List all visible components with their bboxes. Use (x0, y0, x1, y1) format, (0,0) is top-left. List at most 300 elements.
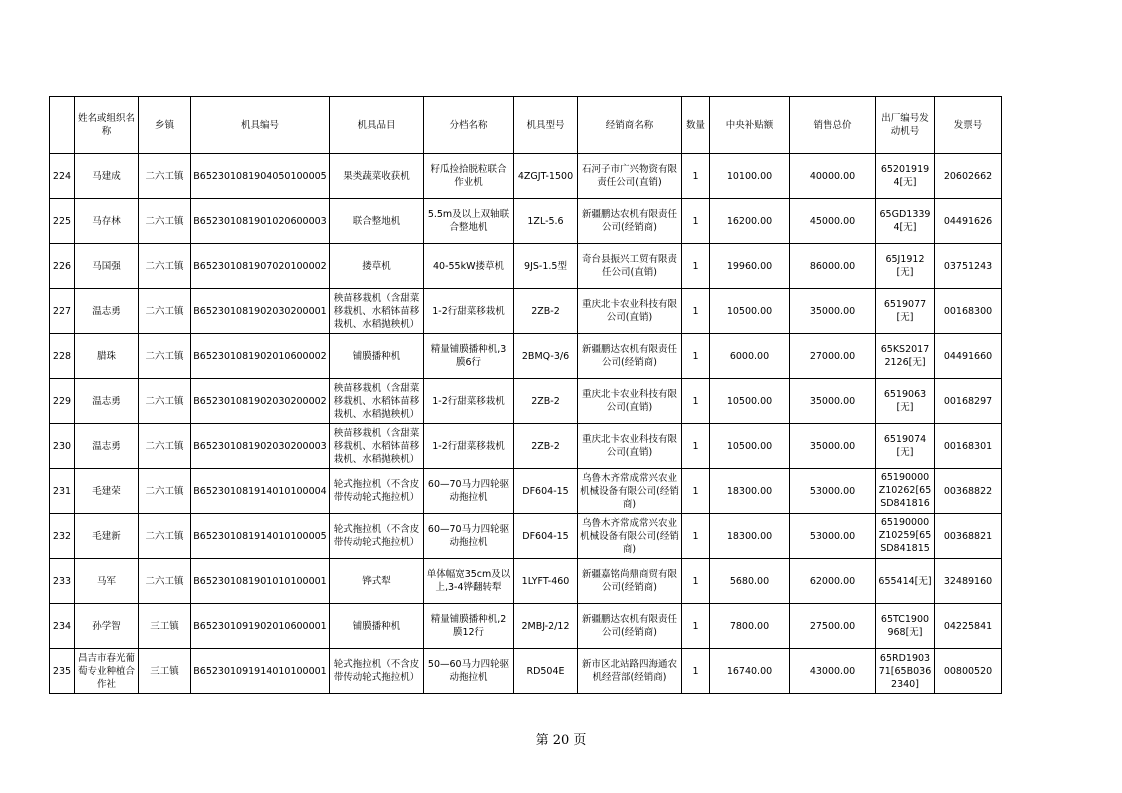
cell-text: 00800520 (943, 665, 993, 677)
cell-text: 1 (692, 305, 699, 317)
page-number: 第 20 页 (535, 733, 587, 748)
cell-text: 籽瓜捡拾脱粒联合作业机 (430, 164, 507, 188)
cell-text: 10500.00 (726, 440, 773, 452)
table-cell (710, 424, 790, 469)
cell-text: 16200.00 (726, 215, 773, 227)
cell-text: 04491660 (943, 350, 993, 362)
cell-text: 马存林 (92, 215, 121, 227)
cell-text: 60—70马力四轮驱动拖拉机 (427, 524, 510, 548)
table-cell (790, 469, 876, 514)
table-cell (790, 244, 876, 289)
cell-text: 1-2行甜菜移栽机 (432, 305, 505, 317)
table-cell (710, 514, 790, 559)
table-cell (191, 199, 330, 244)
table-cell (935, 154, 1002, 199)
column-header: 分档名称 (424, 97, 514, 154)
table-cell (935, 424, 1002, 469)
table-cell (139, 334, 191, 379)
table-cell (790, 559, 876, 604)
cell-text: 铺膜播种机 (352, 620, 401, 632)
table-cell (876, 649, 935, 694)
table-cell (50, 199, 75, 244)
cell-text: 231 (52, 485, 72, 497)
table-cell (50, 469, 75, 514)
cell-text: B652301081902030200003 (193, 440, 327, 452)
cell-text: 5.5m及以上双轴联合整地机 (427, 209, 510, 233)
table-row (50, 424, 1002, 469)
table-cell (424, 424, 514, 469)
cell-text: 昌吉市春光葡萄专业种植合作社 (77, 652, 135, 690)
column-header: 机具品目 (330, 97, 424, 154)
table-cell (790, 154, 876, 199)
table-cell (191, 154, 330, 199)
table-cell (424, 289, 514, 334)
table-cell (514, 559, 578, 604)
table-cell (710, 559, 790, 604)
table-cell (578, 379, 682, 424)
cell-text: 1 (692, 170, 699, 182)
cell-text: DF604-15 (522, 530, 569, 542)
table-cell (578, 649, 682, 694)
table-cell (330, 559, 424, 604)
table-cell (191, 649, 330, 694)
cell-text: 石河子市广兴物资有限责任公司(直销) (581, 164, 677, 188)
table-cell (424, 469, 514, 514)
table-cell (75, 199, 139, 244)
table-cell (876, 559, 935, 604)
table-cell (682, 244, 710, 289)
table-cell (75, 649, 139, 694)
cell-text: 6519063[无] (883, 389, 927, 413)
cell-text: 1 (692, 440, 699, 452)
table-cell (424, 244, 514, 289)
cell-text: 毛建新 (92, 530, 121, 542)
cell-text: 65TC1900968[无] (880, 614, 930, 638)
table-cell (790, 424, 876, 469)
column-header: 机具编号 (191, 97, 330, 154)
table-cell (139, 514, 191, 559)
table-cell (935, 244, 1002, 289)
column-header: 销售总价 (790, 97, 876, 154)
cell-text: 234 (52, 620, 72, 632)
cell-text: B652301081907020100002 (193, 260, 327, 272)
table-cell (424, 514, 514, 559)
table-cell (935, 334, 1002, 379)
cell-text: 60—70马力四轮驱动拖拉机 (427, 479, 510, 503)
table-cell (139, 199, 191, 244)
cell-text: 二六工镇 (145, 575, 184, 587)
cell-text: B652301091914010100001 (193, 665, 327, 677)
cell-text: 00368821 (943, 530, 993, 542)
cell-text: 228 (52, 350, 72, 362)
cell-text: 10500.00 (726, 395, 773, 407)
table-cell (710, 469, 790, 514)
table-cell (50, 649, 75, 694)
cell-text: 00168297 (943, 395, 993, 407)
table-cell (75, 289, 139, 334)
table-cell (710, 649, 790, 694)
cell-text: 1 (692, 485, 699, 497)
cell-text: 65RD190371[65B0362340] (878, 652, 932, 690)
column-header: 发票号 (935, 97, 1002, 154)
cell-text: 孙学智 (92, 620, 121, 632)
cell-text: DF604-15 (522, 485, 569, 497)
table-row (50, 379, 1002, 424)
cell-text: 1-2行甜菜移栽机 (432, 395, 505, 407)
cell-text: 5680.00 (729, 575, 770, 587)
table-cell (330, 604, 424, 649)
table-row (50, 244, 1002, 289)
cell-text: 00168300 (943, 305, 993, 317)
table-cell (710, 199, 790, 244)
table-cell (935, 469, 1002, 514)
table-cell (682, 514, 710, 559)
cell-text: 43000.00 (809, 665, 856, 677)
cell-text: 秧苗移栽机（含甜菜移栽机、水稻钵苗移栽机、水稻抛秧机） (333, 382, 420, 420)
table-cell (514, 604, 578, 649)
cell-text: 二六工镇 (145, 170, 184, 182)
table-cell (514, 379, 578, 424)
table-cell (191, 334, 330, 379)
table-cell (50, 289, 75, 334)
cell-text: 27500.00 (809, 620, 856, 632)
cell-text: B652301091902010600001 (193, 620, 327, 632)
cell-text: 新疆鹏达农机有限责任公司(经销商) (581, 614, 677, 638)
table-cell (424, 649, 514, 694)
cell-text: 230 (52, 440, 72, 452)
table-cell (578, 559, 682, 604)
cell-text: 1ZL-5.6 (527, 215, 564, 227)
table-cell (424, 604, 514, 649)
table-cell (191, 289, 330, 334)
table-row (50, 559, 1002, 604)
column-header: 姓名或组织名称 (75, 97, 139, 154)
table-cell (578, 289, 682, 334)
cell-text: 27000.00 (809, 350, 856, 362)
table-cell (790, 379, 876, 424)
table-cell (514, 424, 578, 469)
cell-text: 1 (692, 620, 699, 632)
table-cell (330, 289, 424, 334)
table-cell (578, 334, 682, 379)
table-cell (682, 199, 710, 244)
cell-text: 00368822 (943, 485, 993, 497)
cell-text: 腊珠 (96, 350, 116, 362)
cell-text: 232 (52, 530, 72, 542)
table-row (50, 649, 1002, 694)
cell-text: B652301081902030200001 (193, 305, 327, 317)
table-cell (139, 289, 191, 334)
column-header: 出厂编号发动机号 (876, 97, 935, 154)
table-cell (50, 559, 75, 604)
cell-text: 新疆嘉铭尚鼎商贸有限公司(经销商) (581, 569, 677, 593)
cell-text: 9JS-1.5型 (524, 260, 567, 272)
cell-text: 19960.00 (726, 260, 773, 272)
cell-text: 1-2行甜菜移栽机 (432, 440, 505, 452)
table-cell (191, 469, 330, 514)
cell-text: 马军 (96, 575, 116, 587)
cell-text: 229 (52, 395, 72, 407)
cell-text: 4ZGJT-1500 (517, 170, 574, 182)
table-cell (682, 469, 710, 514)
cell-text: B652301081902010600002 (193, 350, 327, 362)
table-cell (75, 334, 139, 379)
cell-text: 三工镇 (150, 665, 179, 677)
table-cell (682, 154, 710, 199)
table-cell (50, 424, 75, 469)
cell-text: 温志勇 (92, 440, 121, 452)
table-cell (424, 334, 514, 379)
cell-text: 233 (52, 575, 72, 587)
cell-text: 轮式拖拉机（不含皮带传动轮式拖拉机） (333, 479, 420, 503)
table-cell (330, 154, 424, 199)
table-cell (876, 604, 935, 649)
table-cell (682, 424, 710, 469)
cell-text: 32489160 (943, 575, 993, 587)
cell-text: 重庆北卡农业科技有限公司(直销) (581, 389, 677, 413)
cell-text: 1LYFT-460 (521, 575, 570, 587)
cell-text: 40-55kW搂草机 (433, 260, 504, 272)
cell-text: 搂草机 (362, 260, 391, 272)
table-cell (75, 154, 139, 199)
table-cell (935, 289, 1002, 334)
cell-text: 226 (52, 260, 72, 272)
table-cell (514, 334, 578, 379)
table-cell (139, 244, 191, 289)
table-cell (75, 244, 139, 289)
table-cell (876, 154, 935, 199)
cell-text: 18300.00 (726, 485, 773, 497)
table-cell (50, 154, 75, 199)
cell-text: 65GD13394[无] (879, 209, 931, 233)
table-cell (424, 154, 514, 199)
table-cell (514, 154, 578, 199)
table-cell (139, 469, 191, 514)
table-cell (330, 424, 424, 469)
table-cell (191, 424, 330, 469)
cell-text: 单体幅宽35cm及以上,3-4铧翻转犁 (426, 569, 511, 593)
table-cell (75, 469, 139, 514)
table-cell (578, 199, 682, 244)
table-cell (191, 604, 330, 649)
table-cell (935, 379, 1002, 424)
table-cell (710, 379, 790, 424)
cell-text: 35000.00 (809, 305, 856, 317)
table-cell (139, 559, 191, 604)
cell-text: 新疆鹏达农机有限责任公司(经销商) (581, 344, 677, 368)
table-cell (876, 379, 935, 424)
table-cell (514, 469, 578, 514)
cell-text: 53000.00 (809, 485, 856, 497)
table-cell (935, 649, 1002, 694)
cell-text: 1 (692, 530, 699, 542)
cell-text: 03751243 (943, 260, 993, 272)
table-cell (790, 199, 876, 244)
cell-text: RD504E (526, 665, 565, 677)
table-cell (876, 334, 935, 379)
cell-text: B652301081902030200002 (193, 395, 327, 407)
cell-text: 2MBJ-2/12 (521, 620, 570, 632)
cell-text: 6519074[无] (883, 434, 927, 458)
table-cell (330, 469, 424, 514)
cell-text: 精量铺膜播种机,2膜12行 (430, 614, 507, 638)
cell-text: 65KS20172126[无] (880, 344, 930, 368)
header-row (50, 97, 1002, 154)
cell-text: 50—60马力四轮驱动拖拉机 (427, 659, 510, 683)
cell-text: 2ZB-2 (531, 395, 560, 407)
cell-text: 二六工镇 (145, 260, 184, 272)
cell-text: 18300.00 (726, 530, 773, 542)
table-cell (682, 649, 710, 694)
table-cell (682, 379, 710, 424)
table-cell (710, 289, 790, 334)
table-cell (578, 514, 682, 559)
cell-text: 果类蔬菜收获机 (343, 170, 410, 182)
table-cell (514, 199, 578, 244)
table-row (50, 199, 1002, 244)
column-header: 乡镇 (139, 97, 191, 154)
table-cell (191, 244, 330, 289)
cell-text: 温志勇 (92, 305, 121, 317)
table-row (50, 604, 1002, 649)
table-cell (75, 559, 139, 604)
cell-text: 62000.00 (809, 575, 856, 587)
cell-text: 联合整地机 (352, 215, 401, 227)
table-cell (876, 244, 935, 289)
cell-text: 45000.00 (809, 215, 856, 227)
cell-text: 毛建荣 (92, 485, 121, 497)
table-cell (75, 604, 139, 649)
subsidy-table (49, 96, 1002, 694)
cell-text: 新疆鹏达农机有限责任公司(经销商) (581, 209, 677, 233)
cell-text: 二六工镇 (145, 305, 184, 317)
cell-text: 轮式拖拉机（不含皮带传动轮式拖拉机） (333, 524, 420, 548)
table-cell (50, 514, 75, 559)
cell-text: 1 (692, 395, 699, 407)
table-cell (330, 244, 424, 289)
table-cell (682, 289, 710, 334)
cell-text: 65190000Z10262[65SD841816 (878, 472, 932, 509)
cell-text: 225 (52, 215, 72, 227)
table-cell (935, 559, 1002, 604)
cell-text: 重庆北卡农业科技有限公司(直销) (581, 299, 677, 323)
table-row (50, 289, 1002, 334)
cell-text: 秧苗移栽机（含甜菜移栽机、水稻钵苗移栽机、水稻抛秧机） (333, 427, 420, 465)
table-cell (935, 604, 1002, 649)
table-cell (139, 604, 191, 649)
table-cell (790, 289, 876, 334)
table-cell (682, 334, 710, 379)
table-cell (682, 559, 710, 604)
table-cell (139, 154, 191, 199)
cell-text: 2ZB-2 (531, 440, 560, 452)
table-cell (330, 649, 424, 694)
cell-text: 二六工镇 (145, 440, 184, 452)
table-cell (330, 514, 424, 559)
table-cell (710, 154, 790, 199)
table-cell (50, 334, 75, 379)
cell-text: 16740.00 (726, 665, 773, 677)
cell-text: 铧式犁 (362, 575, 391, 587)
table-cell (514, 244, 578, 289)
table-cell (50, 604, 75, 649)
column-header: 中央补贴额 (710, 97, 790, 154)
cell-text: 重庆北卡农业科技有限公司(直销) (581, 434, 677, 458)
table-cell (424, 379, 514, 424)
table-cell (139, 649, 191, 694)
cell-text: 二六工镇 (145, 485, 184, 497)
cell-text: 2ZB-2 (531, 305, 560, 317)
cell-text: 04491626 (943, 215, 993, 227)
cell-text: B652301081901010100001 (193, 575, 327, 587)
cell-text: 86000.00 (809, 260, 856, 272)
table-cell (790, 514, 876, 559)
cell-text: 三工镇 (150, 620, 179, 632)
cell-text: 10100.00 (726, 170, 773, 182)
cell-text: 轮式拖拉机（不含皮带传动轮式拖拉机） (333, 659, 420, 683)
table-cell (876, 514, 935, 559)
cell-text: 53000.00 (809, 530, 856, 542)
table-cell (682, 604, 710, 649)
cell-text: 新市区北站路四海通农机经营部(经销商) (581, 659, 677, 683)
cell-text: 20602662 (943, 170, 993, 182)
table-cell (710, 334, 790, 379)
cell-text: 2BMQ-3/6 (521, 350, 570, 362)
cell-text: B652301081914010100004 (193, 485, 327, 497)
cell-text: 二六工镇 (145, 215, 184, 227)
cell-text: 65J1912[无] (885, 254, 925, 278)
cell-text: 马建成 (92, 170, 121, 182)
cell-text: 00168301 (943, 440, 993, 452)
table-cell (330, 334, 424, 379)
table-cell (578, 244, 682, 289)
table-cell (876, 199, 935, 244)
cell-text: 1 (692, 350, 699, 362)
cell-text: B652301081904050100005 (193, 170, 327, 182)
cell-text: 1 (692, 575, 699, 587)
table-cell (514, 649, 578, 694)
table-cell (75, 379, 139, 424)
cell-text: 224 (52, 170, 72, 182)
cell-text: 04225841 (943, 620, 993, 632)
cell-text: B652301081901020600003 (193, 215, 327, 227)
table-cell (424, 199, 514, 244)
cell-text: 温志勇 (92, 395, 121, 407)
cell-text: 铺膜播种机 (352, 350, 401, 362)
table-cell (424, 559, 514, 604)
cell-text: 马国强 (92, 260, 121, 272)
table-cell (578, 469, 682, 514)
table-cell (710, 244, 790, 289)
cell-text: 二六工镇 (145, 530, 184, 542)
cell-text: 7800.00 (729, 620, 770, 632)
cell-text: 35000.00 (809, 440, 856, 452)
cell-text: 652019194[无] (880, 164, 930, 188)
cell-text: 奇台县振兴工贸有限责任公司(直销) (581, 254, 677, 278)
table-row (50, 514, 1002, 559)
table-row (50, 469, 1002, 514)
column-header (50, 97, 75, 154)
table-cell (935, 514, 1002, 559)
cell-text: 235 (52, 665, 72, 677)
cell-text: 227 (52, 305, 72, 317)
cell-text: 二六工镇 (145, 350, 184, 362)
column-header: 机具型号 (514, 97, 578, 154)
cell-text: 6000.00 (729, 350, 770, 362)
table-cell (75, 424, 139, 469)
table-cell (50, 244, 75, 289)
cell-text: 35000.00 (809, 395, 856, 407)
